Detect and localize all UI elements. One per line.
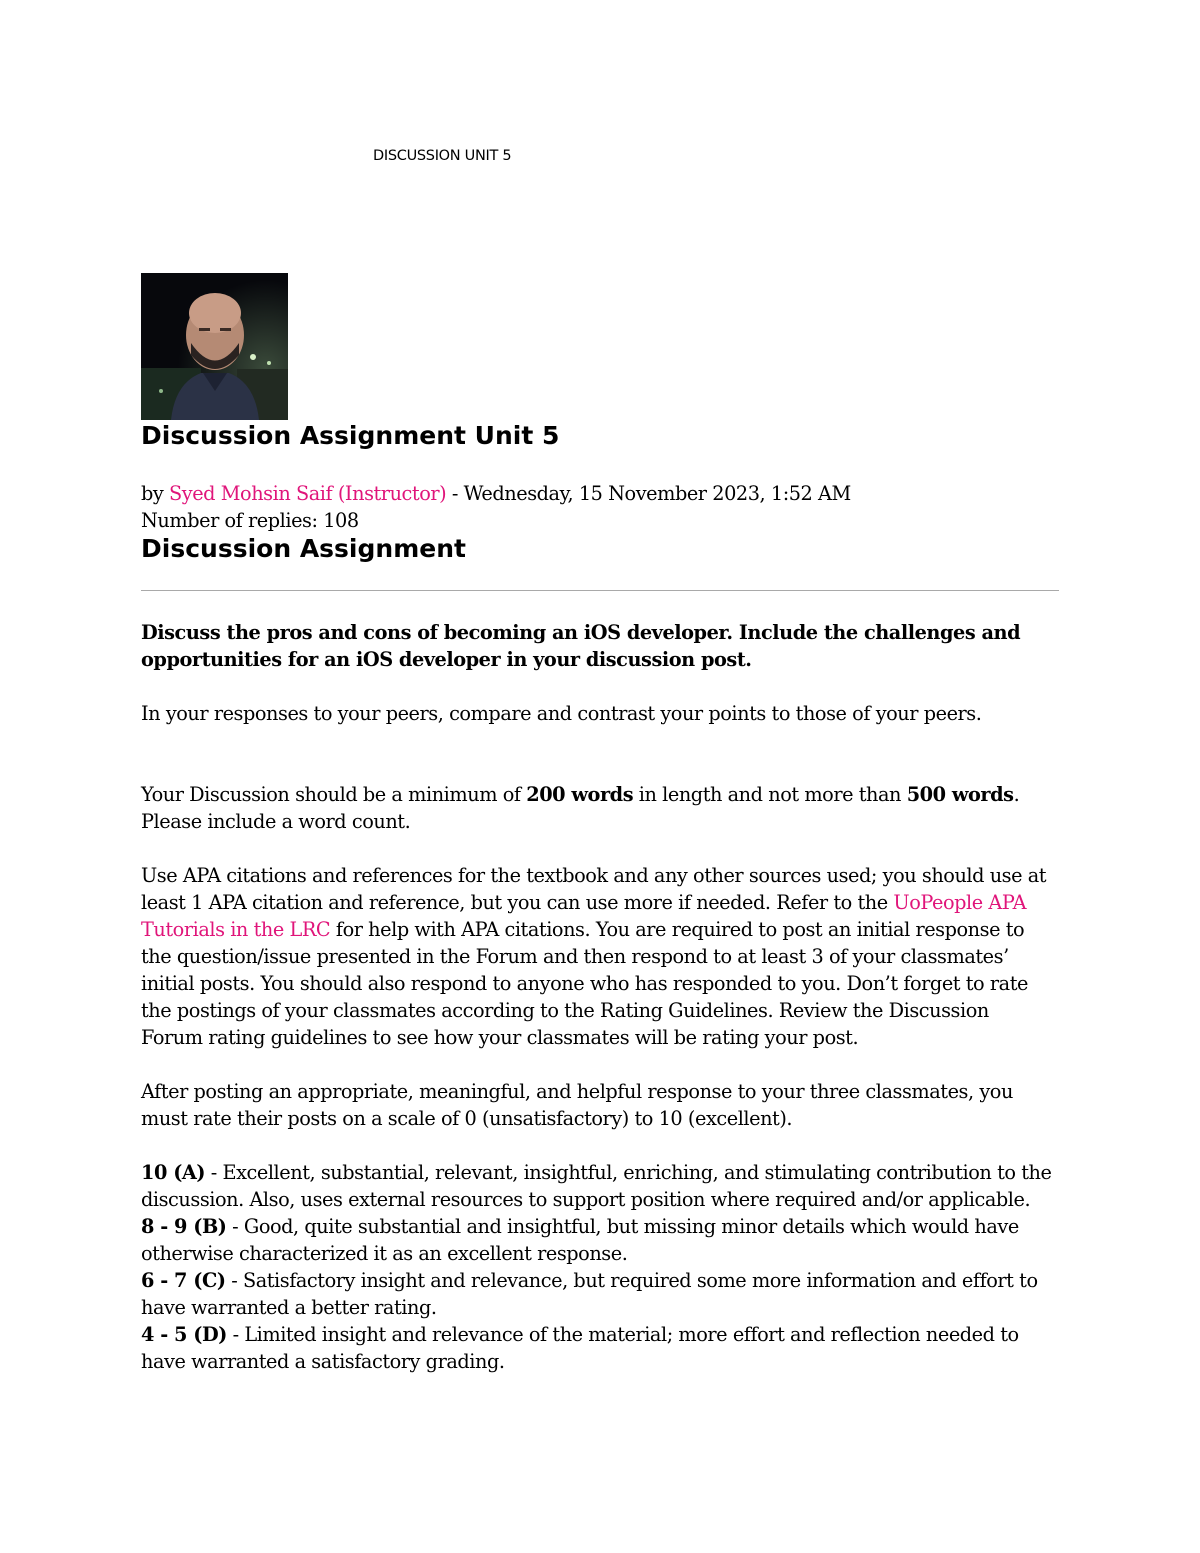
grade-desc: - Limited insight and relevance of the material; more effort and reflection needed to bbox=[226, 1323, 1019, 1346]
instructor-photo bbox=[141, 273, 288, 420]
grade-desc-cont: have warranted a satisfactory grading. bbox=[141, 1350, 505, 1373]
reply-count: Number of replies: 108 bbox=[141, 509, 359, 532]
length-paragraph bbox=[141, 781, 1071, 835]
document-header: DISCUSSION UNIT 5 bbox=[373, 148, 512, 164]
apa-line-2: least 1 APA citation and reference, but you can use more if needed. Refer to the bbox=[141, 891, 894, 914]
rating-line-1: After posting an appropriate, meaningful, and helpful response to your three classmates, you bbox=[141, 1080, 1013, 1103]
post-title: Discussion Assignment Unit 5 bbox=[141, 421, 560, 450]
author-link[interactable]: Syed Mohsin Saif (Instructor) bbox=[169, 482, 447, 505]
grade-desc: - Excellent, substantial, relevant, insightful, enriching, and stimulating contribution to the bbox=[205, 1161, 1052, 1184]
grade-item bbox=[141, 1213, 1071, 1267]
post-subtitle: Discussion Assignment bbox=[141, 534, 466, 563]
rating-paragraph bbox=[141, 1078, 1071, 1132]
apa-line-3: for help with APA citations. You are required to post an initial response to bbox=[330, 918, 1025, 941]
byline-prefix: by bbox=[141, 482, 170, 505]
grade-label: 6 - 7 (C) bbox=[141, 1269, 226, 1292]
grading-scale bbox=[141, 1159, 1071, 1375]
length-text-a: Your Discussion should be a minimum of bbox=[141, 783, 527, 806]
word-count-note: Please include a word count. bbox=[141, 810, 411, 833]
prompt bbox=[141, 619, 1071, 673]
apa-paragraph bbox=[141, 862, 1071, 1051]
prompt-line-2: opportunities for an iOS developer in your discussion post. bbox=[141, 648, 752, 671]
divider bbox=[141, 590, 1059, 591]
apa-line-1: Use APA citations and references for the textbook and any other sources used; you should use at bbox=[141, 864, 1047, 887]
apa-line-4: the question/issue presented in the Forum and then respond to at least 3 of your classmates’ bbox=[141, 945, 1009, 968]
grade-desc: - Good, quite substantial and insightful, but missing minor details which would have bbox=[226, 1215, 1019, 1238]
apa-line-7: Forum rating guidelines to see how your classmates will be rating your post. bbox=[141, 1026, 859, 1049]
grade-label: 4 - 5 (D) bbox=[141, 1323, 227, 1346]
grade-item bbox=[141, 1267, 1071, 1321]
apa-tutorials-link-cont[interactable]: Tutorials in the LRC bbox=[141, 918, 331, 941]
min-words: 200 words bbox=[526, 783, 634, 806]
length-text-c: in length and not more than bbox=[633, 783, 907, 806]
post-meta bbox=[141, 480, 1101, 534]
grade-desc-cont: discussion. Also, uses external resources to support position where required and/or applicable. bbox=[141, 1188, 1031, 1211]
grade-desc-cont: otherwise characterized it as an excellent response. bbox=[141, 1242, 628, 1265]
max-words: 500 words bbox=[906, 783, 1014, 806]
apa-line-5: initial posts. You should also respond to anyone who has responded to you. Don’t forget to rate bbox=[141, 972, 1028, 995]
grade-item bbox=[141, 1159, 1071, 1213]
peers-paragraph: In your responses to your peers, compare and contrast your points to those of your peers. bbox=[141, 702, 982, 725]
grade-label: 10 (A) bbox=[141, 1161, 206, 1184]
prompt-line-1: Discuss the pros and cons of becoming an iOS developer. Include the challenges and bbox=[141, 621, 1021, 644]
grade-desc-cont: have warranted a better rating. bbox=[141, 1296, 437, 1319]
byline bbox=[141, 480, 1101, 507]
apa-line-6: the postings of your classmates according to the Rating Guidelines. Review the Discussion bbox=[141, 999, 989, 1022]
grade-desc: - Satisfactory insight and relevance, but required some more information and effort to bbox=[225, 1269, 1038, 1292]
length-text-e: . bbox=[1013, 783, 1020, 806]
rating-line-2: must rate their posts on a scale of 0 (unsatisfactory) to 10 (excellent). bbox=[141, 1107, 793, 1130]
grade-item bbox=[141, 1321, 1071, 1375]
apa-tutorials-link[interactable]: UoPeople APA bbox=[893, 891, 1027, 914]
post-date: - Wednesday, 15 November 2023, 1:52 AM bbox=[446, 482, 851, 505]
post-body bbox=[141, 619, 1071, 1375]
grade-label: 8 - 9 (B) bbox=[141, 1215, 227, 1238]
